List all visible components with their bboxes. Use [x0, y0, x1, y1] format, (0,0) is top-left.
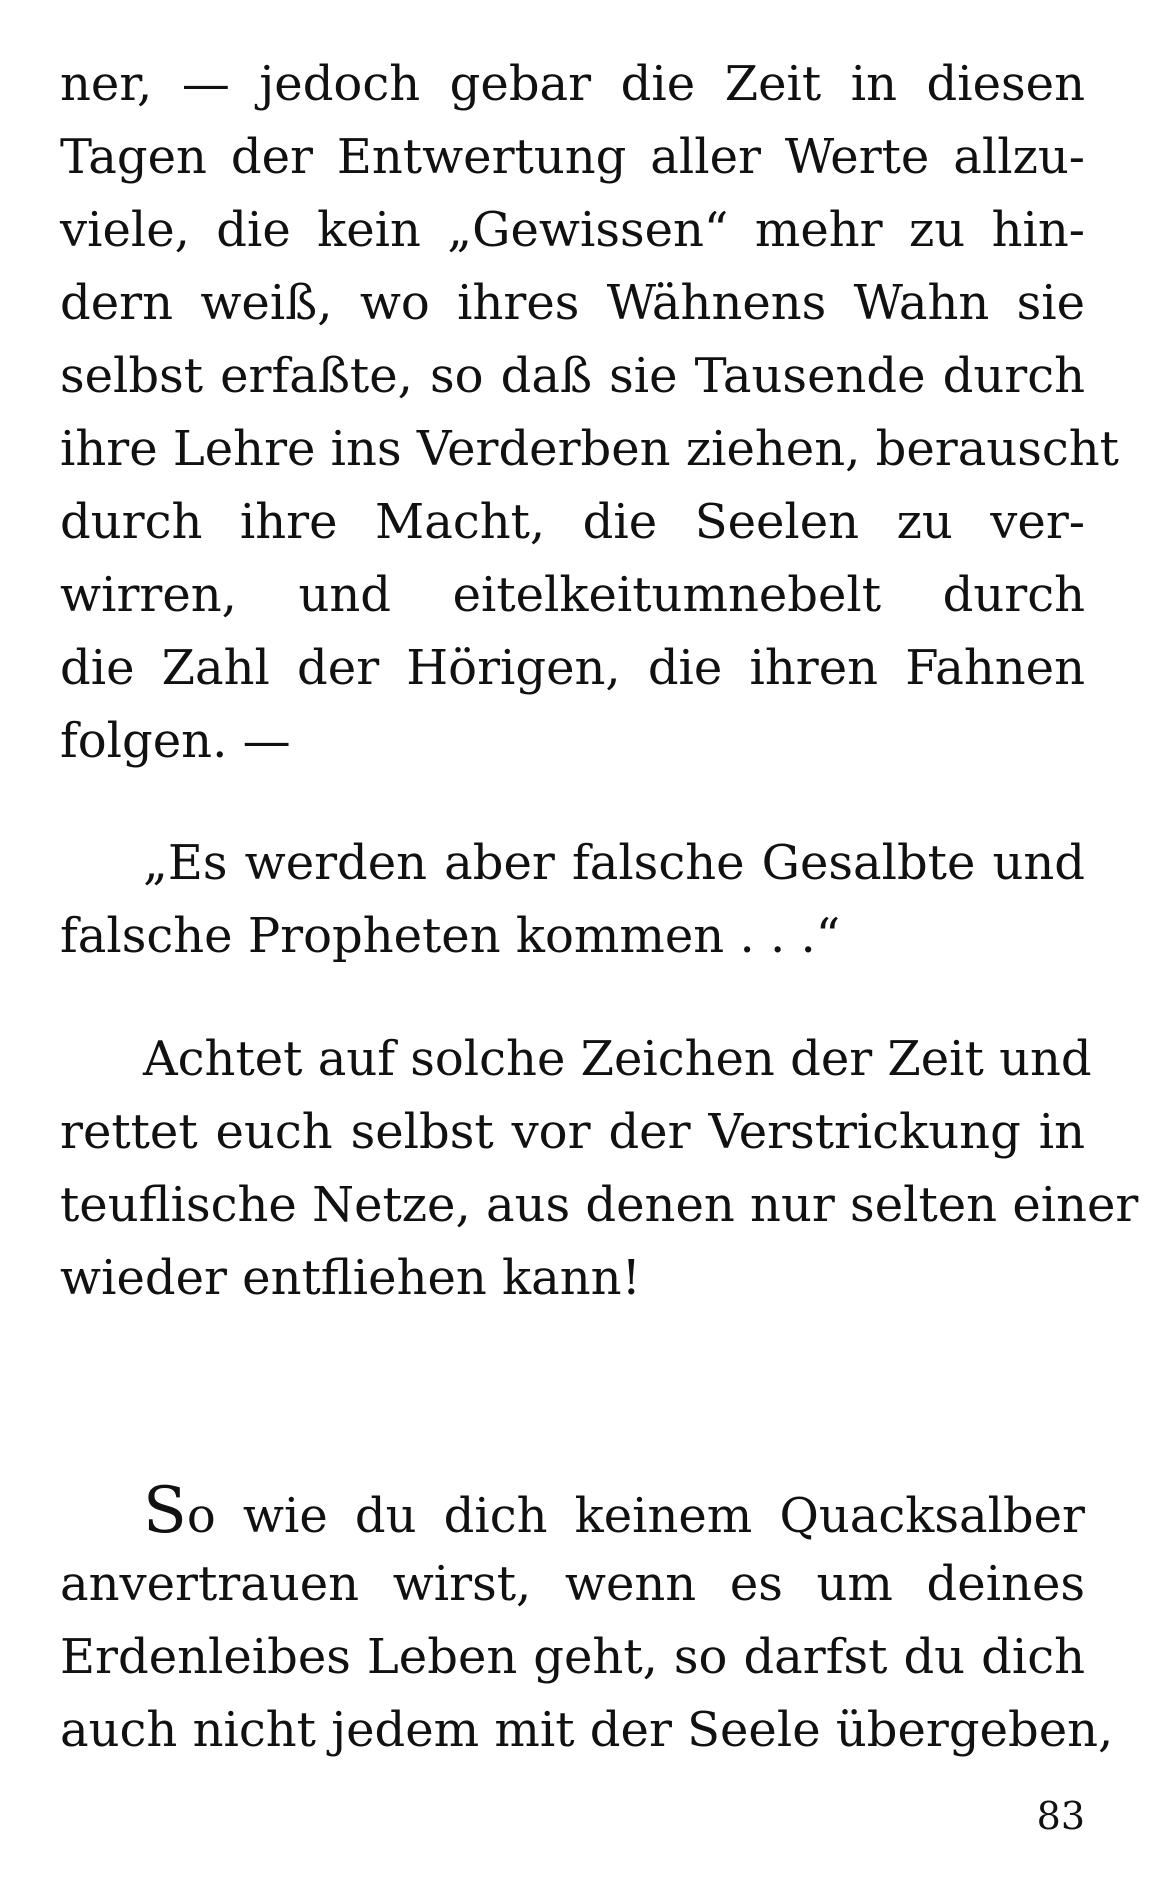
text-line: rettet euch selbst vor der Verstrickung in: [60, 1104, 1085, 1160]
text-line: Tagen der Entwertung aller Werte allzu-: [60, 129, 1085, 185]
text-line: die Zahl der Hörigen, die ihren Fahnen: [60, 640, 1085, 696]
text-line: folgen. —: [60, 713, 291, 769]
paragraph-continuation: [60, 48, 1119, 778]
text-line: Erdenleibes Leben geht, so darfst du dich: [60, 1629, 1085, 1685]
text-line: selbst erfaßte, so daß sie Tausende durch: [60, 348, 1085, 404]
page-number: 83: [1036, 1794, 1085, 1838]
text-line: wieder entfliehen kann!: [60, 1250, 641, 1306]
text-line: dern weiß, wo ihres Wähnens Wahn sie: [60, 275, 1085, 331]
text-line: falsche Propheten kommen . . .“: [60, 908, 841, 964]
text-line: „Es werden aber falsche Gesalbte und: [143, 835, 1085, 891]
text-line: viele, die kein „Gewissen“ mehr zu hin-: [60, 202, 1085, 258]
paragraph-quotation: [60, 827, 1085, 973]
text-line: anvertrauen wirst, wenn es um deines: [60, 1556, 1085, 1612]
text-line: Achtet auf solche Zeichen der Zeit und: [143, 1031, 1092, 1087]
paragraph-new-section: [60, 1474, 1114, 1767]
text-line: durch ihre Macht, die Seelen zu ver-: [60, 494, 1085, 550]
first-line-text: o wie du dich keinem Quacksalber: [186, 1488, 1085, 1544]
text-line: [60, 1475, 1085, 1548]
text-line: ihre Lehre ins Verderben ziehen, berauscht: [60, 421, 1119, 477]
text-line: teuflische Netze, aus denen nur selten einer: [60, 1177, 1139, 1233]
text-line: wirren, und eitelkeitumnebelt durch: [60, 567, 1085, 623]
text-line: auch nicht jedem mit der Seele übergeben,: [60, 1702, 1114, 1758]
initial-letter: S: [143, 1474, 187, 1548]
paragraph-warning: [60, 1023, 1139, 1315]
text-line: ner, — jedoch gebar die Zeit in diesen: [60, 56, 1085, 112]
